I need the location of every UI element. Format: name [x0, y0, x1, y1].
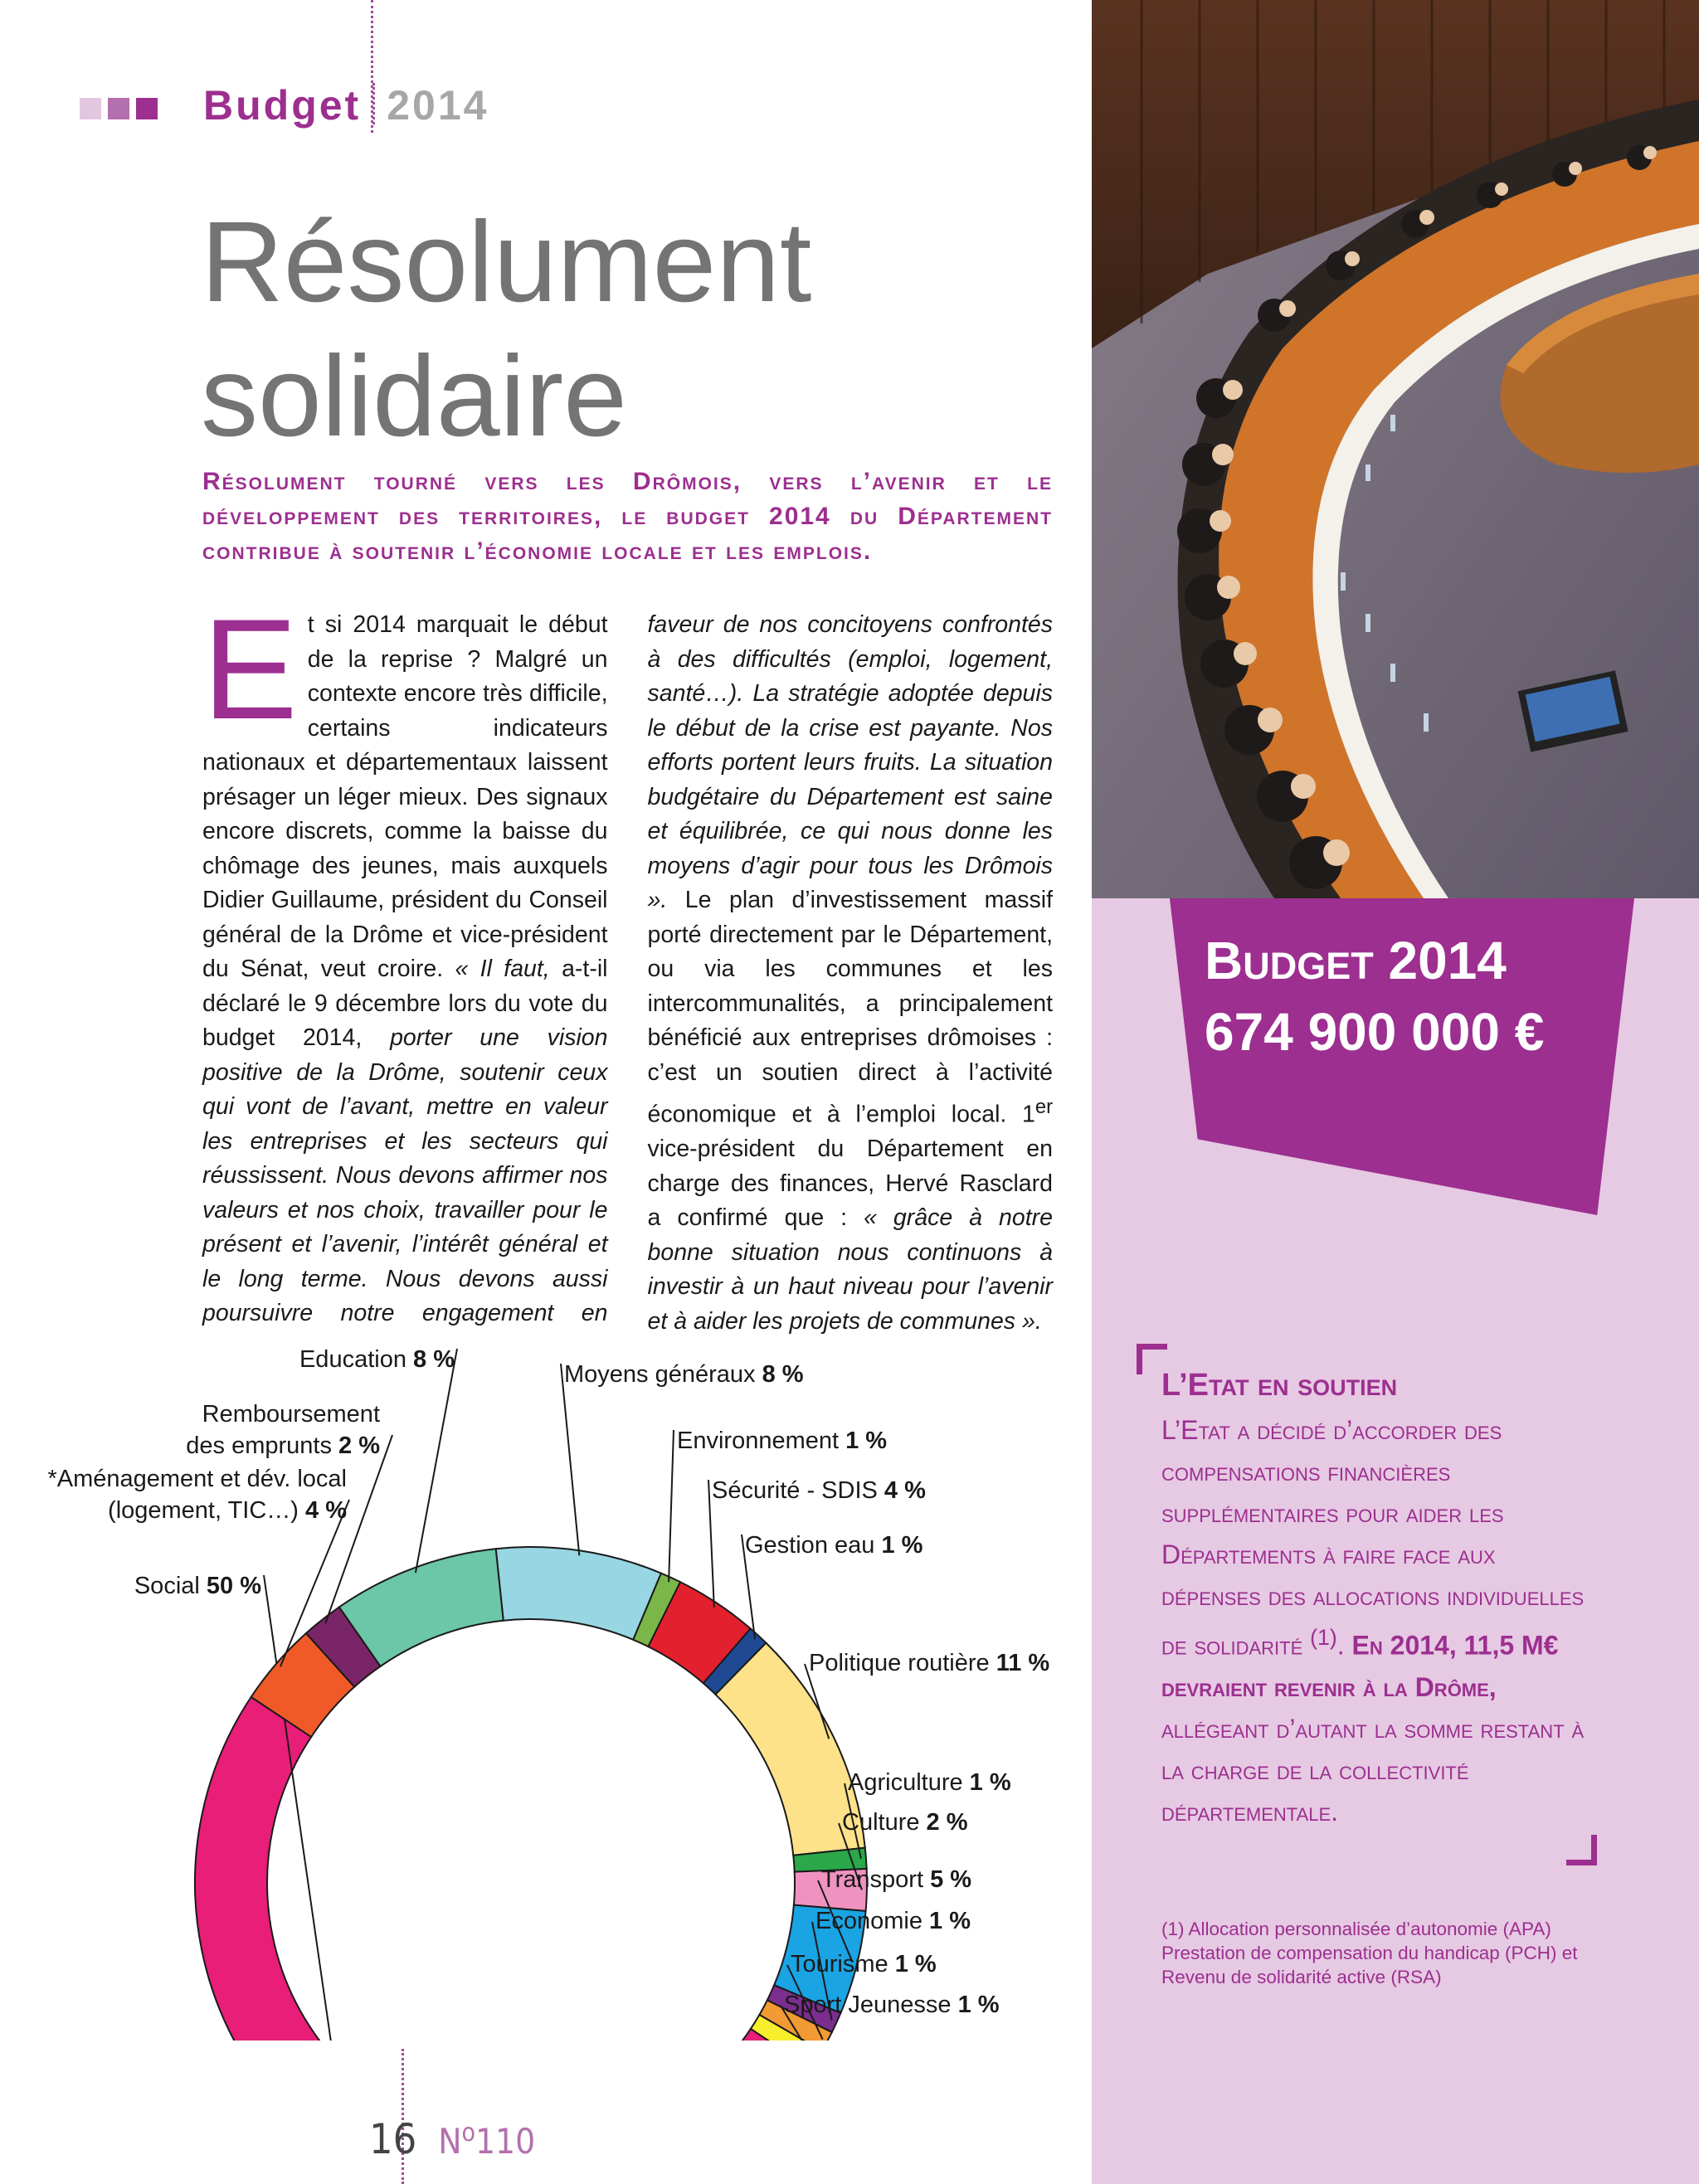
slice-label-routiere: Politique routière 11 %: [809, 1650, 1050, 1676]
box-text-part: allégeant d’autant la somme restant à la charge de la collectivité départementale.: [1161, 1713, 1585, 1826]
article-text: a-t-il déclaré le 9 décembre lors du vote du budget 2014,: [202, 956, 608, 1051]
marker-square: [136, 98, 158, 119]
box-text-part: L’Etat a décidé d’accorder des compensations financières supplémentaires pour aider les Départements à faire face aux dépenses des allocations individuelles de solidarité: [1161, 1415, 1585, 1661]
state-support-title: L’Etat en soutien: [1161, 1368, 1398, 1403]
slice-label-environnement: Environnement 1 %: [677, 1428, 888, 1454]
budget-banner-text: [1205, 925, 1636, 1068]
article-paragraph: [202, 590, 1053, 1339]
leader-line-moyens: [561, 1364, 579, 1555]
leader-line-education: [416, 1349, 457, 1573]
footnote: (1) Allocation personnalisée d’autonomie (APA) Prestation de compensation du handicap (PCH) et Revenu de solidarité active (RSA): [1161, 1919, 1578, 1987]
slice-label-amenagement: *Aménagement et dév. local (logement, TIC…) 4 %: [47, 1466, 347, 1524]
box-text-part: .: [1336, 1630, 1352, 1661]
section-label: Budget: [203, 82, 362, 129]
council-session-photo: [1092, 0, 1699, 898]
slice-label-securite: Sécurité - SDIS 4 %: [712, 1477, 926, 1504]
section-year: 2014: [387, 82, 489, 129]
slice-label-eau: Gestion eau 1 %: [745, 1532, 923, 1559]
quote-text: « grâce à notre bonne situation nous continuons à investir à un haut niveau pour l’avenir et à aider les projets de communes ».: [647, 1204, 1053, 1335]
leader-line-environnement: [669, 1430, 674, 1582]
quote-text: « Il faut,: [455, 956, 550, 982]
section-header: [203, 81, 489, 129]
donut-slice-moyens: [496, 1547, 661, 1640]
quote-text: porter une vision positive de la Drôme, soutenir ceux qui vont de l’avant, mettre en valeur les entreprises et les secteurs qui réussissent. Nous devons affirmer nos valeurs et nos choix, travailler pour le présent et l’avenir, l’intérêt général et le long terme. Nous devons aussi poursuivre notre engagement en faveur de nos concitoyens confrontés à des difficultés (emploi, logement, santé…). La stratégie adoptée depuis le début de la crise est payante. Nos efforts portent leurs fruits. La situation budgétaire du Département est saine et équilibrée, ce qui nous donne les moyens d’agir pour tous les Drômois ».: [202, 611, 1053, 1326]
title-line-2: solidaire: [201, 333, 627, 460]
ordinal-suffix: er: [1034, 1096, 1053, 1118]
page-number: 16: [369, 2115, 417, 2163]
article-text: t si 2014 marquait le début de la reprise ? Malgré un contexte encore très difficile, certains indicateurs nationaux et départementaux laissent présager un léger mieux. Des signaux encore discrets, comme la baisse du chômage des jeunes, mais auxquels Didier Guillaume, président du Conseil général de la Drôme et vice-président du Sénat, veut croire.: [202, 611, 608, 982]
slice-label-transport: Transport 5 %: [821, 1866, 972, 1893]
article-body: [202, 590, 1053, 1339]
article-text: vice-président du Département en charge des finances, Hervé Rasclard a confirmé que :: [647, 1136, 1053, 1231]
issue-sup: o: [461, 2118, 476, 2148]
photo-illustration: [1092, 0, 1699, 898]
budget-banner-title: Budget 2014: [1205, 931, 1507, 990]
slice-label-social: Social 50 %: [134, 1573, 261, 1599]
slice-label-tourisme: Tourisme 1 %: [791, 1951, 937, 1977]
budget-total: 674 900 000 €: [1205, 1002, 1545, 1062]
box-highlight: En 2014, 11,5 M€ devraient revenir à la Drôme,: [1161, 1630, 1559, 1702]
drop-cap: E: [202, 590, 298, 749]
marker-square: [80, 98, 101, 119]
slice-label-sport: Sport Jeunesse 1 %: [784, 1992, 1000, 2018]
header-separator: [372, 83, 375, 124]
slice-label-education: Education 8 %: [299, 1346, 455, 1373]
article-title: [201, 195, 1030, 464]
slice-label-moyens: Moyens généraux 8 %: [564, 1361, 804, 1388]
donut-slice-social: [195, 1697, 811, 2041]
issue-prefix: N: [438, 2121, 462, 2162]
issue-value: 110: [475, 2121, 536, 2162]
page-footer: [369, 2115, 535, 2163]
slice-label-economie: Economie 1 %: [815, 1908, 971, 1934]
state-support-box: [1161, 1364, 1593, 1832]
quote-corner-bottom-right: [1566, 1835, 1597, 1865]
footnote-ref: (1): [1310, 1625, 1337, 1650]
article-lead: Résolument tourné vers les Drômois, vers l’avenir et le développement des territoires, le budget 2014 du Département contribue à soutenir l’économie locale et les emplois.: [202, 468, 1053, 565]
article-text: Le plan d’investissement massif porté directement par le Département, ou via les communes et les intercommunalités, a principalement bénéficié aux entreprises drômoises : c’est un soutien direct à l’activité économique et à l’emploi local. 1: [647, 887, 1053, 1128]
budget-donut-chart: [0, 1311, 1092, 2041]
state-support-text: [1161, 1409, 1593, 1832]
slice-label-remboursement: Remboursement des emprunts 2 %: [186, 1401, 380, 1459]
issue-number: [438, 2118, 536, 2162]
section-marker: [80, 98, 158, 119]
title-line-1: Résolument: [201, 198, 812, 326]
marker-square: [108, 98, 129, 119]
slice-label-agriculture: Agriculture 1 %: [848, 1769, 1011, 1796]
slice-label-culture: Culture 2 %: [842, 1809, 968, 1836]
